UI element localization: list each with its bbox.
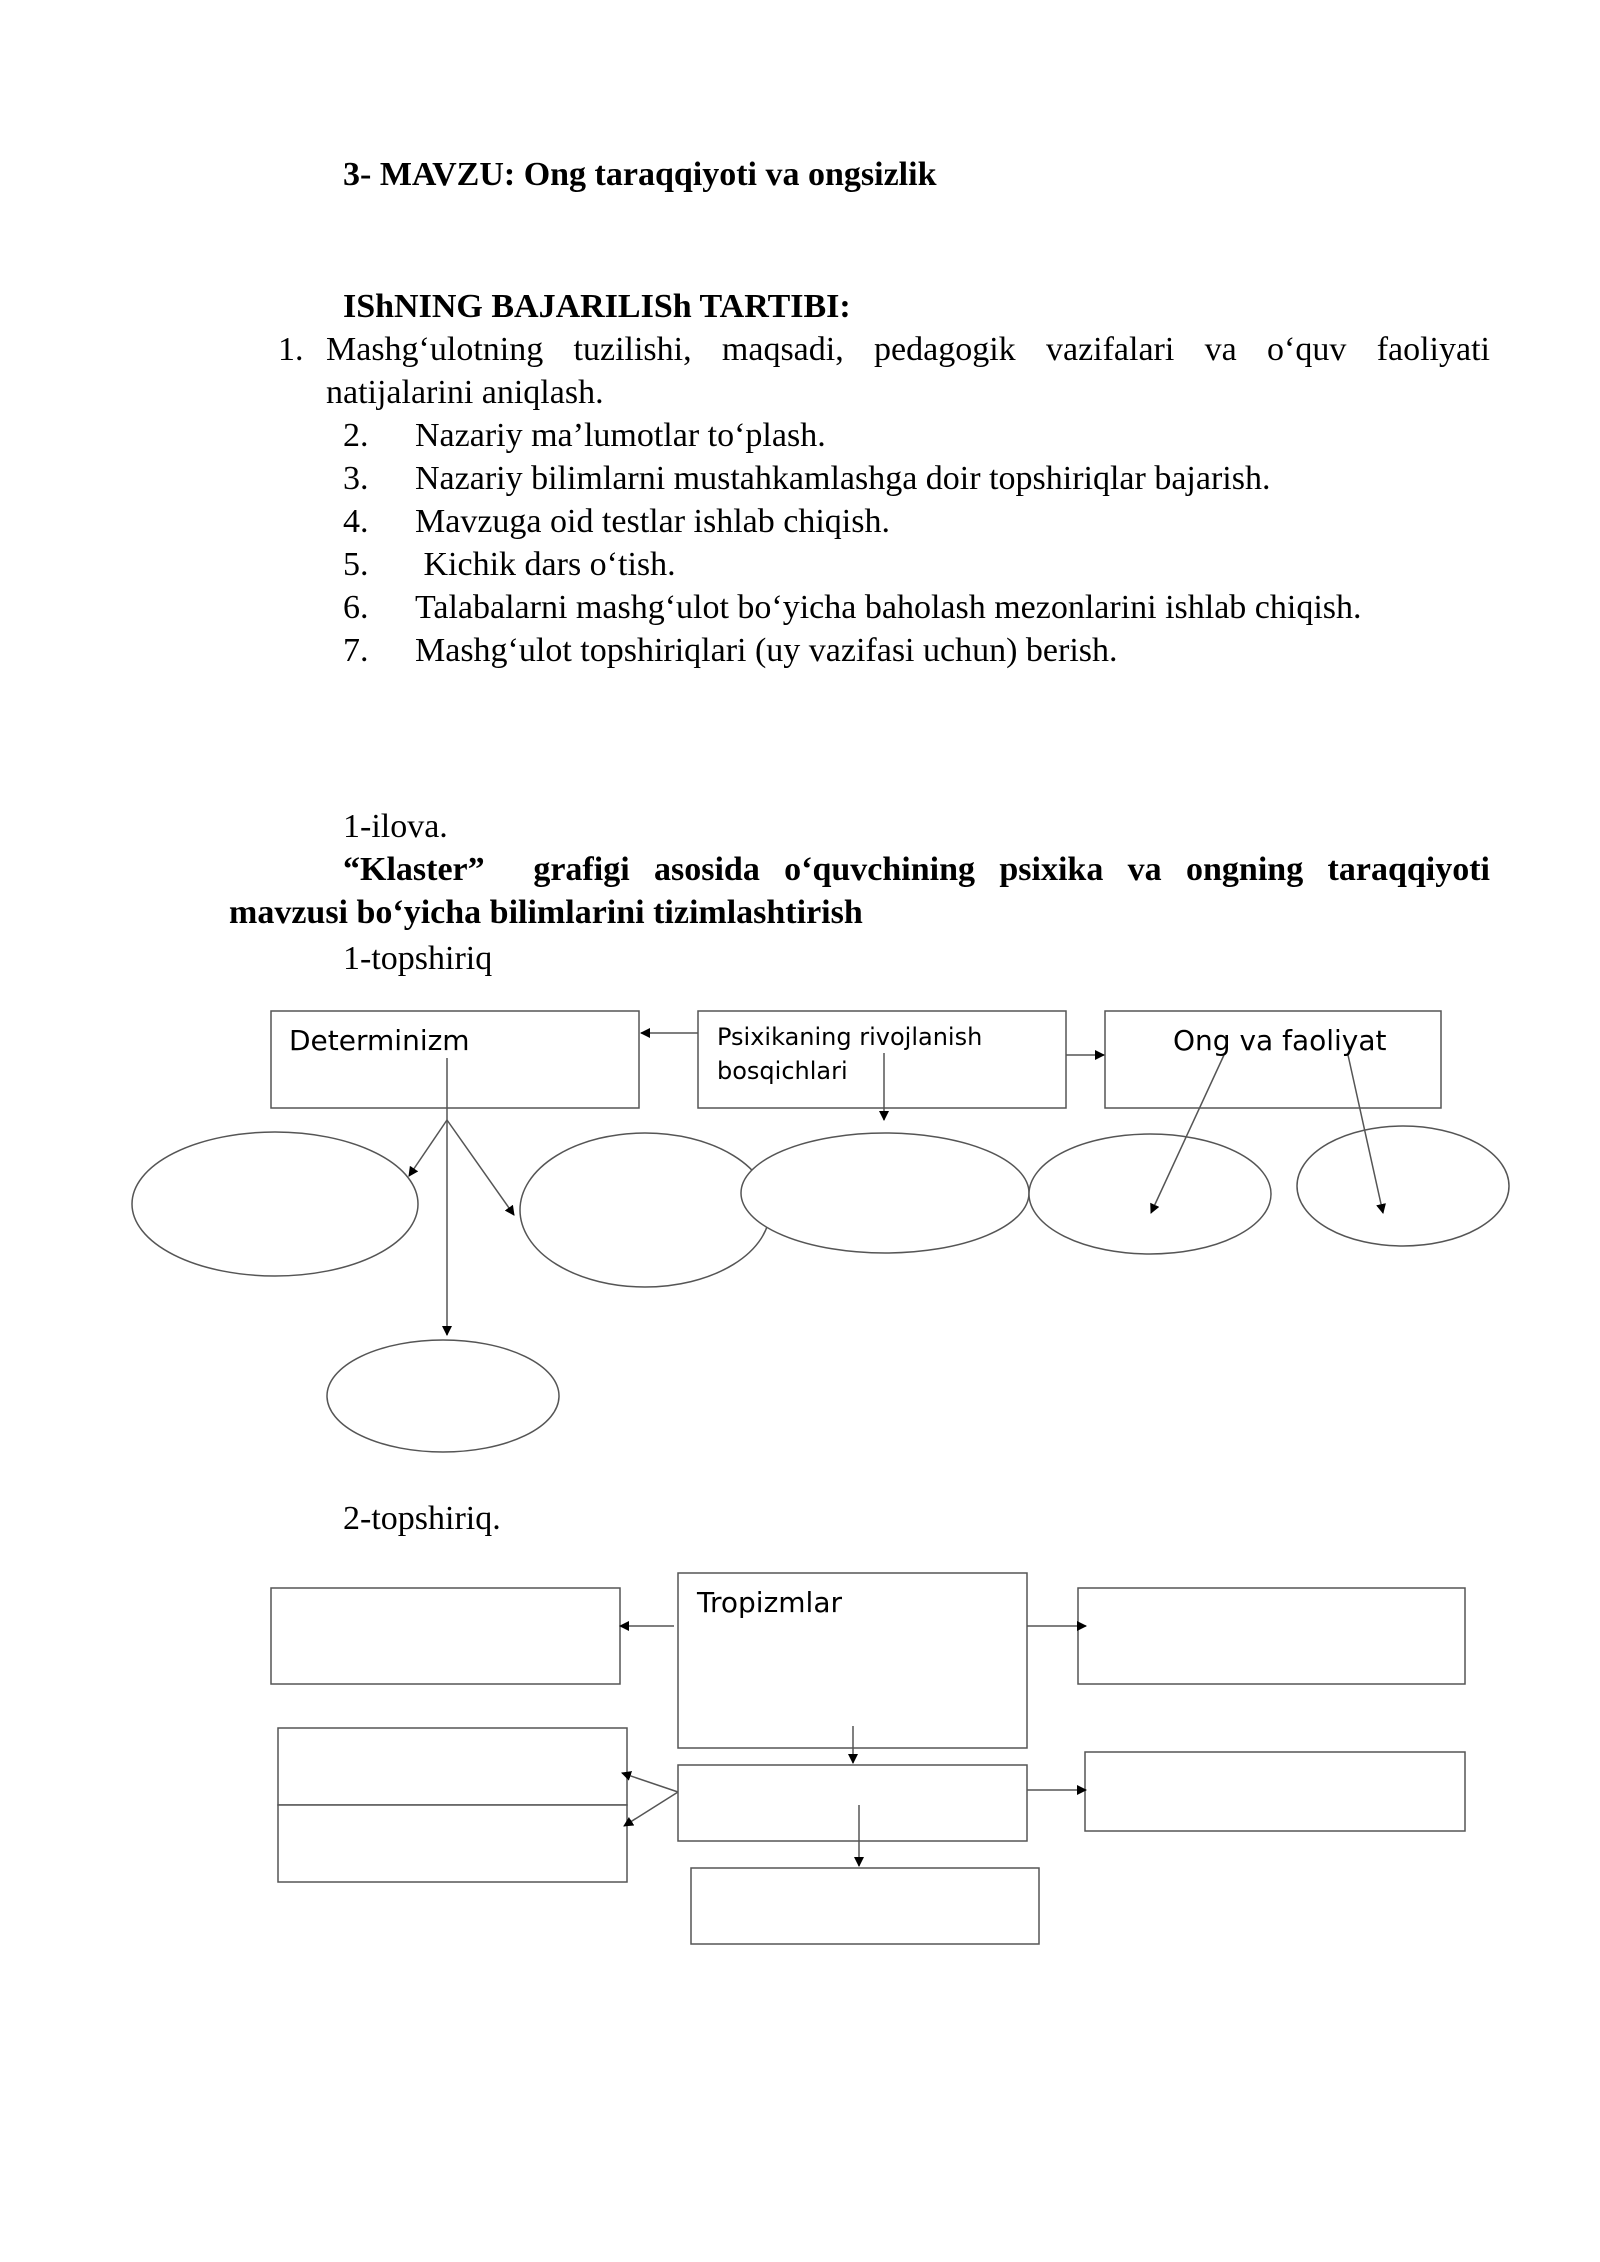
appendix-heading: “Klaster” grafigi asosida o‘quvchining psixika va ongning taraqqiyoti <box>343 851 1490 888</box>
box-label: Tropizmlar <box>697 1586 842 1619</box>
box-label: Psixikaning rivojlanish <box>717 1023 983 1051</box>
empty-box <box>271 1588 620 1684</box>
box-label: Ong va faoliyat <box>1173 1024 1387 1057</box>
appendix-label: 1-ilova. <box>343 808 448 845</box>
list-item-text: Kichik dars o‘tish. <box>415 546 676 583</box>
list-item-text: Nazariy ma’lumotlar to‘plash. <box>415 417 826 454</box>
appendix-heading-continued: mavzusi bo‘yicha bilimlarini tizimlashtirish <box>229 894 863 931</box>
list-item-text: Mashg‘ulot topshiriqlari (uy vazifasi uchun) berish. <box>415 632 1118 669</box>
box-label: bosqichlari <box>717 1057 848 1085</box>
list-item-text: Nazariy bilimlarni mustahkamlashga doir topshiriqlar bajarish. <box>415 460 1271 497</box>
page-title: 3- MAVZU: Ong taraqqiyoti va ongsizlik <box>343 156 937 193</box>
list-item-number: 3. <box>343 460 369 497</box>
list-item-text: Mavzuga oid testlar ishlab chiqish. <box>415 503 890 540</box>
empty-box <box>691 1868 1039 1944</box>
task2-label: 2-topshiriq. <box>343 1500 501 1537</box>
list-item-number: 7. <box>343 632 369 669</box>
empty-box <box>278 1728 627 1805</box>
list-item-number: 6. <box>343 589 369 626</box>
empty-box <box>678 1765 1027 1841</box>
list-item-number: 5. <box>343 546 369 583</box>
list-item-text-continued: natijalarini aniqlash. <box>326 374 604 411</box>
procedure-heading: IShNING BAJARILISh TARTIBI: <box>343 288 851 325</box>
list-item-number: 1. <box>278 331 304 368</box>
empty-box <box>278 1805 627 1882</box>
list-item-number: 4. <box>343 503 369 540</box>
box-label: Determinizm <box>289 1024 470 1057</box>
list-item-text: Talabalarni mashg‘ulot bo‘yicha baholash mezonlarini ishlab chiqish. <box>415 589 1362 626</box>
list-item-text: Mashg‘ulotning tuzilishi, maqsadi, pedagogik vazifalari va o‘quv faoliyati <box>326 331 1490 368</box>
empty-box <box>1078 1588 1465 1684</box>
list-item-number: 2. <box>343 417 369 454</box>
empty-box <box>1085 1752 1465 1831</box>
task1-label: 1-topshiriq <box>343 940 493 977</box>
